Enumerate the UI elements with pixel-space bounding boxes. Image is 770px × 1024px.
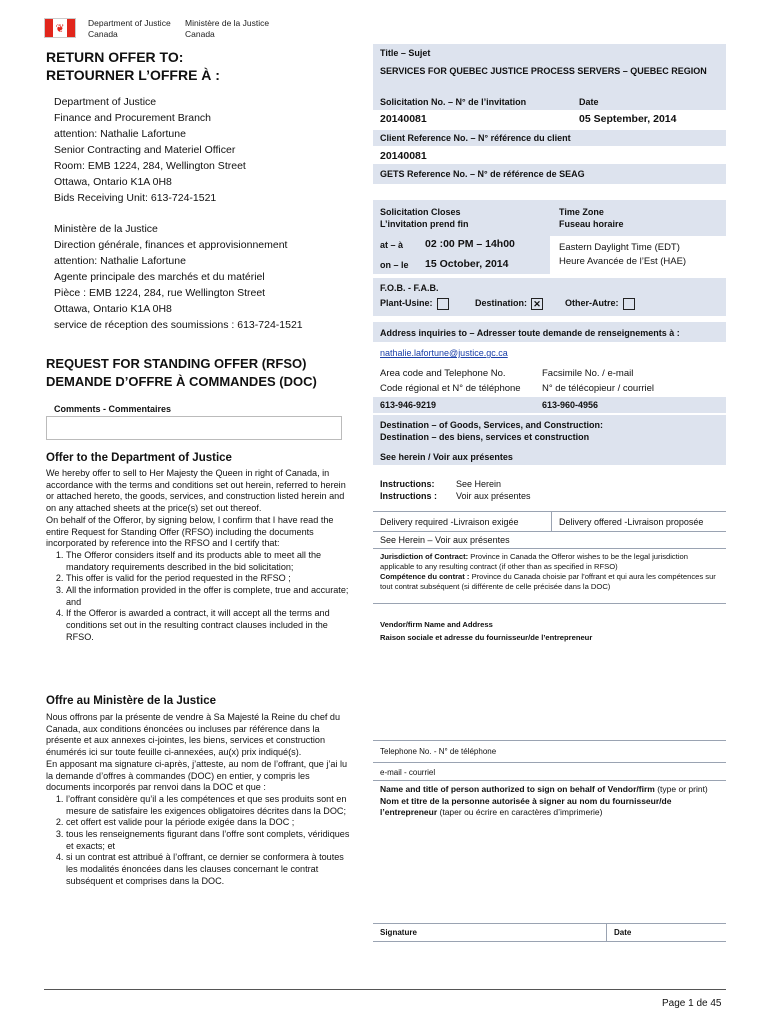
on-value: 15 October, 2014 [425,258,509,270]
offer-fr-body: Nous offrons par la présente de vendre à Sa Majesté la Reine du chef du Canada, aux conditions énoncées ou incluses par référence dans la présente et aux annexes ci-jointes, les biens, services et construction énumérés ici sur toute feuille ci-annexées, au(x) prix indiqué(s). En apposant ma signature ci-après, j’atteste, au nom de l’offrant, que j’ai lu la demande d’offres à commandes (DOC) en entier, y compris les documents incorporés par renvoi dans la DOC et que : 1. l’offrant considère qu’il a les compétences et que ses produits sont en mesure de satisfaire les exigences obligatoires décrites dans la DOC; 2. cet offert est valide pour la période exigée dans la DOC ; 3. tous les renseignements figurant dans l’offre sont complets, véridiques et exacts; et 4. si un contrat est attribué à l’offrant, ce dernier se conformera à toutes les modalités énoncées dans les clauses concernant le contrat subséquent et comprises dans la DOC. [46,712,350,888]
address-line: attention: Nathalie Lafortune [54,255,186,267]
instructions-value: See Herein Voir aux présentes [456,479,531,501]
solicitation-label: Solicitation No. – N° de l’invitation [380,97,527,107]
destination-checkbox[interactable]: ✕ [531,298,543,310]
contact-email-link[interactable]: nathalie.lafortune@justice.gc.ca [380,348,508,358]
destination-goods-label: Destination – of Goods, Services, and Construction: Destination – des biens, services et construction [380,420,604,442]
divider [551,511,552,531]
authorized-person-label: Name and title of person authorized to sign on behalf of Vendor/firm (type or print) Nom et titre de la personne autorisée à signer au nom du fournisseur/de l’entrepreneur (taper ou écrire en caractères d’imprimerie) [380,784,708,817]
comments-label: Comments - Commentaires [54,404,172,414]
divider [373,941,726,942]
offer-en-heading: Offer to the Department of Justice [46,452,232,464]
timezone-value: Eastern Daylight Time (EDT) Heure Avancée de l’Est (HAE) [559,242,687,267]
page-number: Page 1 de 45 [662,998,722,1009]
divider [606,923,607,941]
divider [373,780,726,781]
other-checkbox[interactable] [623,298,635,310]
phone-value: 613-946-9219 [380,400,437,410]
delivery-see-herein: See Herein – Voir aux présentes [380,535,510,545]
at-label: at – à [380,240,404,250]
at-value: 02 :00 PM – 14h00 [425,238,515,250]
address-line: Room: EMB 1224, 284, Wellington Street [54,160,246,172]
solicitation-value: 20140081 [380,113,427,125]
gets-ref-label: GETS Reference No. – N° de référence de SEAG [380,169,585,179]
divider [373,548,726,549]
rfso-title: REQUEST FOR STANDING OFFER (RFSO) DEMANDE D’OFFRE À COMMANDES (DOC) [46,356,317,389]
fax-label: Facsimile No. / e-mail N° de télécopieur / courriel [542,368,655,394]
divider [373,762,726,763]
certification-item: 4. If the Offeror is awarded a contract, it will accept all the terms and conditions set out in the resulting contract clauses included in the RFSO. [66,608,350,643]
destination-fob: Destination: ✕ [475,297,543,310]
address-inquiries-label: Address inquiries to – Adresser toute demande de renseignements à : [380,328,680,338]
comments-field[interactable] [46,416,342,440]
plant-checkbox[interactable] [437,298,449,310]
canada-flag-logo [44,18,76,38]
title-label: Title – Sujet [380,48,431,58]
client-ref-label: Client Reference No. – N° référence du client [380,133,571,143]
telephone-label: Telephone No. - N° de téléphone [380,747,497,756]
client-ref-value: 20140081 [380,150,427,162]
return-address-fr [54,221,303,333]
on-label: on – le [380,260,409,270]
email-label: e-mail - courriel [380,768,436,777]
divider [373,511,726,512]
certification-item: 1. The Offeror considers itself and its products able to meet all the mandatory requirements described in the bid solicitation; [66,550,350,573]
divider [373,603,726,604]
address-line: Pièce : EMB 1224, 284, rue Wellington Street [54,287,266,299]
dept-name-fr: Ministère de la Justice Canada [185,18,270,39]
closes-label: Solicitation Closes L’invitation prend fin [380,207,469,229]
date-value: 05 September, 2014 [579,113,677,125]
plant-usine: Plant-Usine: [380,297,449,310]
maple-leaf-icon: ❦ [55,22,65,35]
certification-item: 1. l’offrant considère qu’il a les compétences et que ses produits sont en mesure de satisfaire les exigences obligatoires décrites dans la DOC; [66,794,350,817]
address-line: Senior Contracting and Materiel Officer [54,144,236,156]
offer-en-body: We hereby offer to sell to Her Majesty the Queen in right of Canada, in accordance with the terms and conditions set out herein, referred to herein or attached hereto, the goods, services, and construction listed herein and on any attached sheets at the price(s) set out thereof. On behalf of the Offeror, by signing below, I confirm that I have read the entire Request for Standing Offer (RFSO) including the documents incorporated by reference into the RFSO and I certify that: 1. The Offeror considers itself and its products able to meet all the mandatory requirements described in the bid solicitation; 2. This offer is valid for the period requested in the RFSO ; 3. All the information provided in the offer is complete, true and accurate; and 4. If the Offeror is awarded a contract, it will accept all the terms and conditions set out in the resulting contract clauses included in the RFSO. [46,468,350,644]
divider [373,740,726,741]
destination-see-herein: See herein / Voir aux présentes [380,452,513,462]
divider [373,923,726,924]
address-line: Ministère de la Justice [54,223,158,235]
address-line: Finance and Procurement Branch [54,112,212,124]
delivery-offered-label: Delivery offered -Livraison proposée [559,517,704,527]
address-line: Agente principale des marchés et du matériel [54,271,265,283]
offer-fr-heading: Offre au Ministère de la Justice [46,695,217,707]
return-address-en [54,94,246,206]
dept-name-en: Department of Justice Canada [88,18,171,39]
instructions-label: Instructions: Instructions : [380,479,438,501]
timezone-label: Time Zone Fuseau horaire [559,207,624,229]
address-line: Ottawa, Ontario K1A 0H8 [54,303,172,315]
vendor-label: Vendor/firm Name and Address Raison sociale et adresse du fournisseur/de l’entrepreneur [380,620,593,642]
address-line: service de réception des soumissions : 613-724-1521 [54,319,303,331]
fob-label: F.O.B. - F.A.B. [380,283,439,293]
address-line: Direction générale, finances et approvisionnement [54,239,288,251]
fax-value: 613-960-4956 [542,400,599,410]
area-code-label: Area code and Telephone No. Code régional et N° de téléphone [380,368,521,394]
certification-item: 2. This offer is valid for the period requested in the RFSO ; [66,573,350,585]
certification-item: 3. All the information provided in the offer is complete, true and accurate; and [66,585,350,608]
address-line: Department of Justice [54,96,157,108]
signature-date-label: Date [614,928,632,937]
certification-item: 4. si un contrat est attribué à l’offrant, ce dernier se conformera à toutes les modalités énoncées dans les clauses concernant le contrat subséquent et comprises dans la DOC. [66,852,350,887]
date-label: Date [579,97,599,107]
footer-rule [44,989,726,990]
signature-label: Signature [380,928,417,937]
certification-item: 2. cet offert est valide pour la période exigée dans la DOC ; [66,817,350,829]
other-autre: Other-Autre: [565,297,635,310]
address-line: attention: Nathalie Lafortune [54,128,186,140]
divider [373,531,726,532]
jurisdiction-text: Jurisdiction of Contract: Province in Canada the Offeror wishes to be the legal jurisdiction applicable to any resulting contract (if other than as specified in RFSO) Compétence du contrat : Province du Canada choisie par l’offrant et qui aura les compétences sur tout contrat subséquent (si différente de celle précisée dans la DOC) [380,552,716,591]
address-line: Ottawa, Ontario K1A 0H8 [54,176,172,188]
title-value: SERVICES FOR QUEBEC JUSTICE PROCESS SERVERS – QUEBEC REGION [380,66,707,76]
certification-item: 3. tous les renseignements figurant dans l’offre sont complets, véridiques et exacts; et [66,829,350,852]
delivery-required-label: Delivery required -Livraison exigée [380,517,519,527]
address-line: Bids Receiving Unit: 613-724-1521 [54,192,217,204]
return-offer-title: RETURN OFFER TO: RETOURNER L’OFFRE À : [46,49,220,83]
